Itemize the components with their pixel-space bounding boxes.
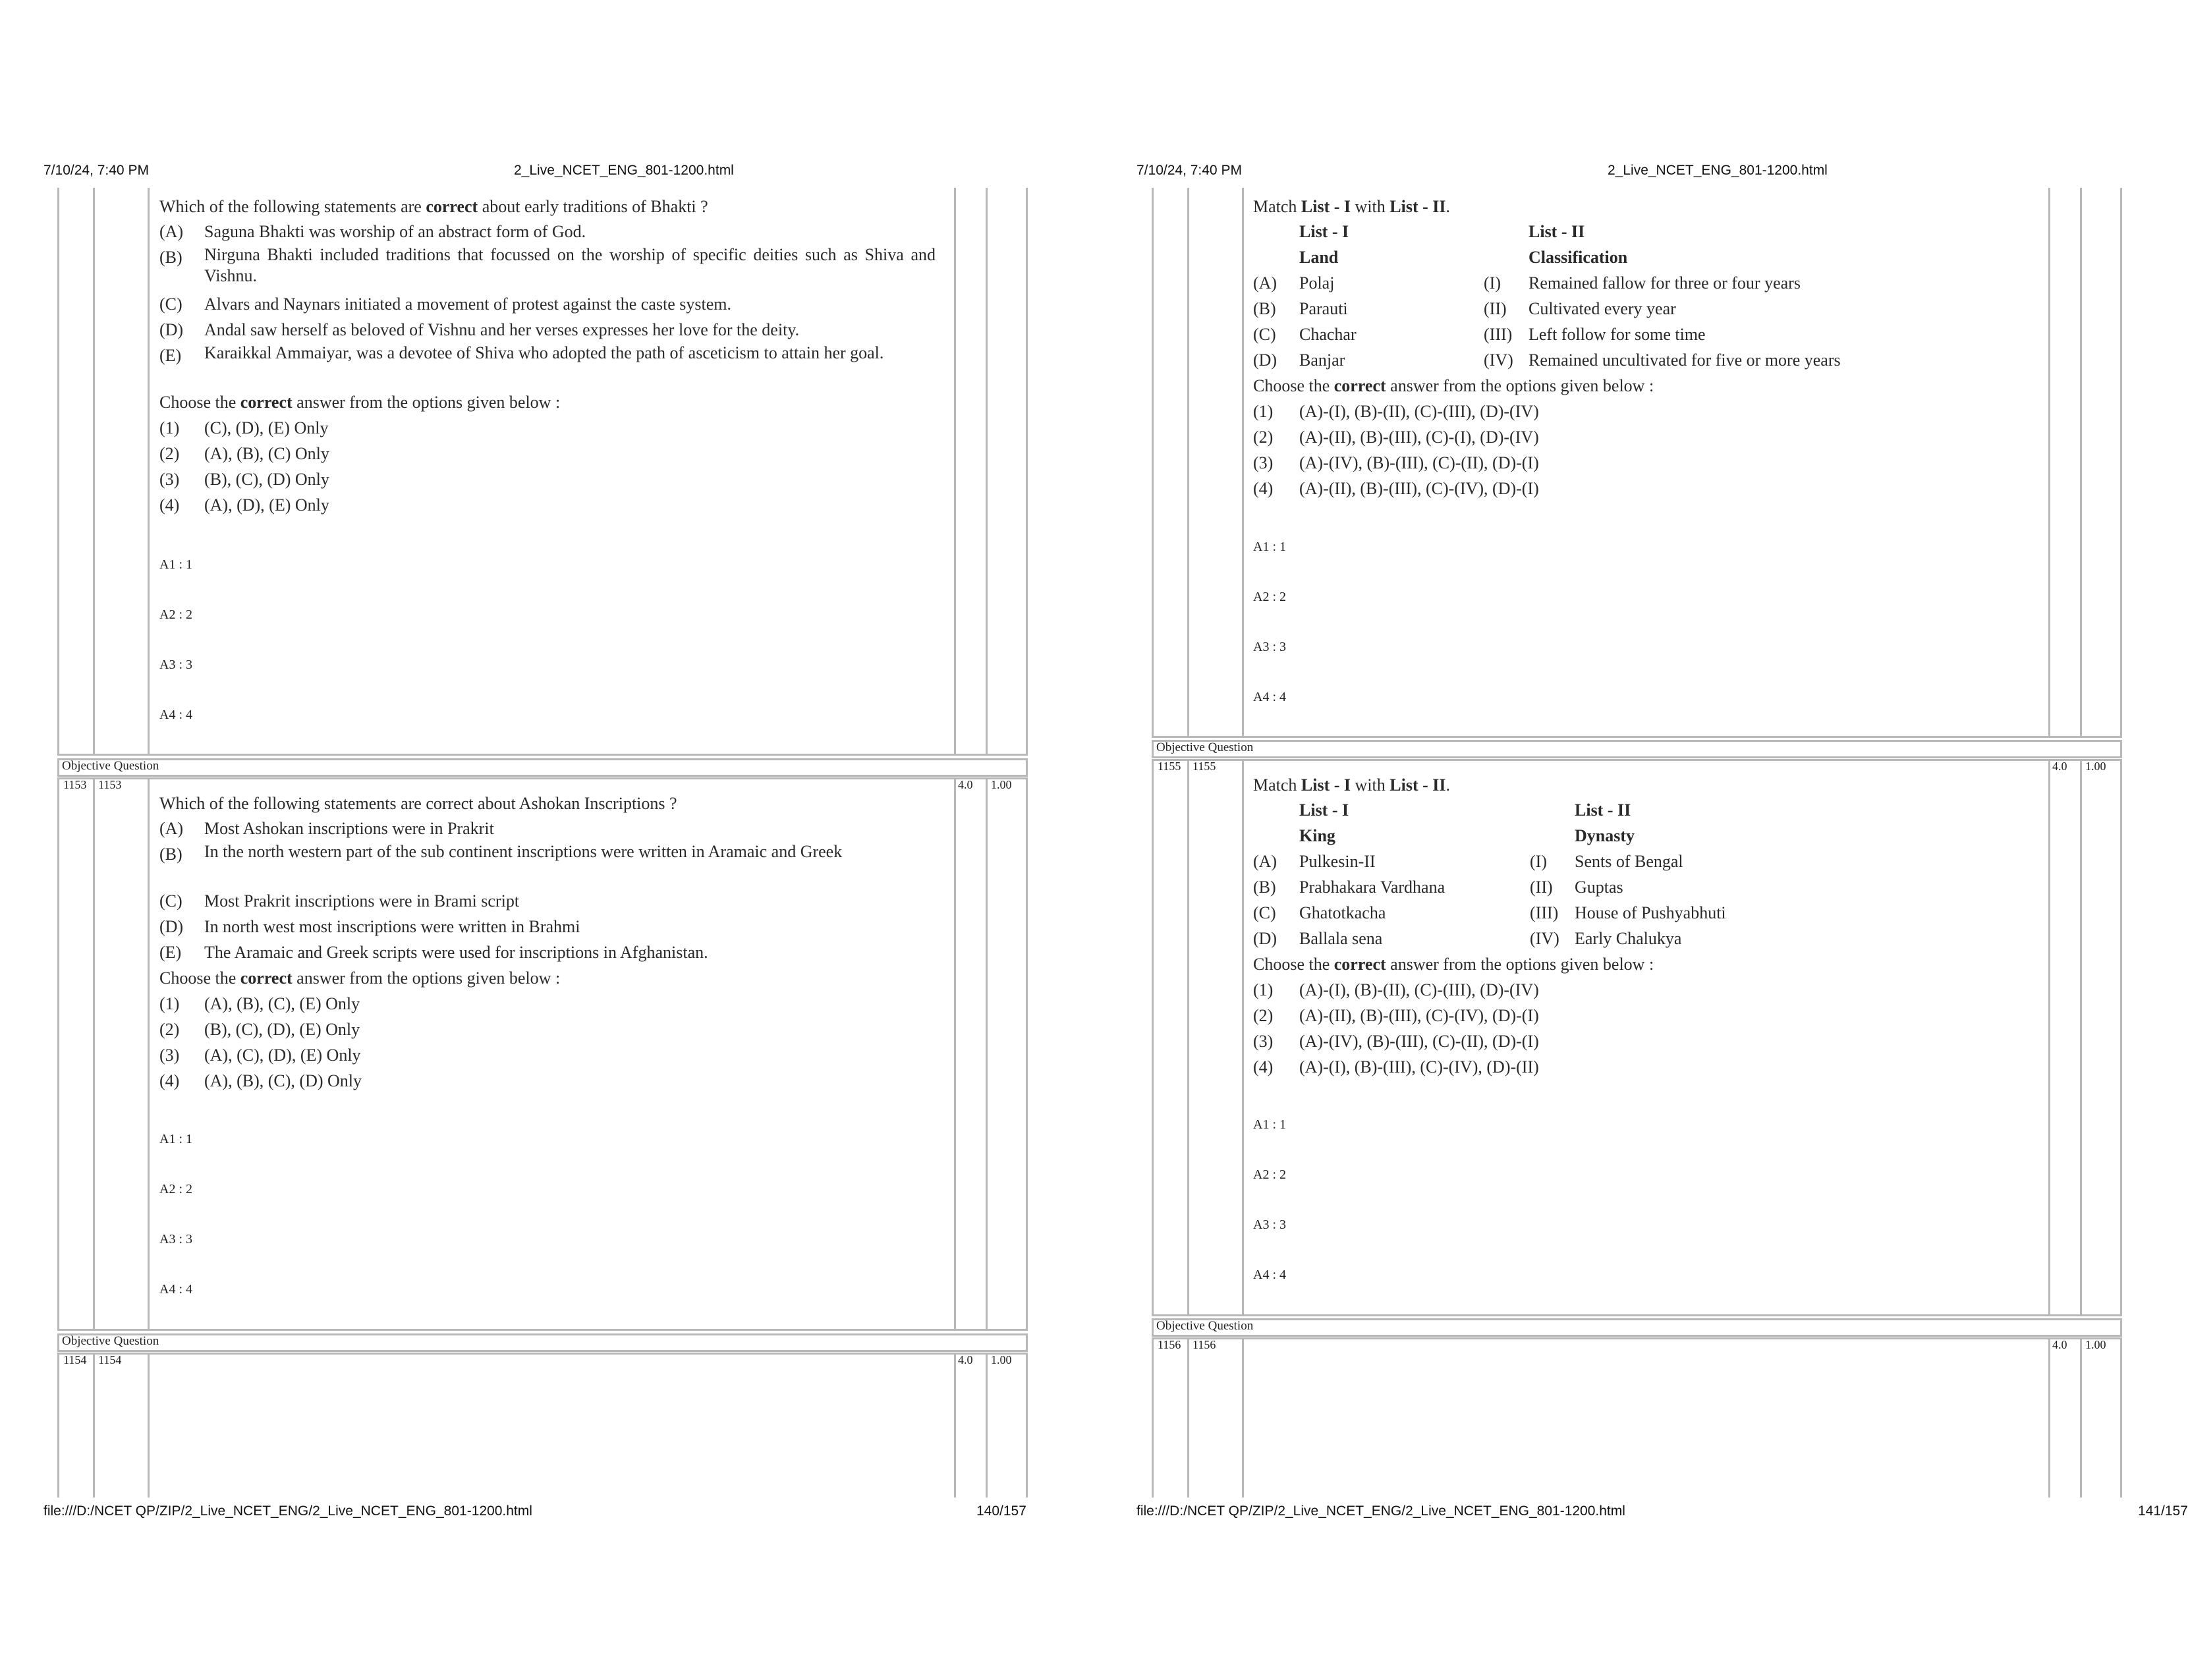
option-label: (1): [159, 418, 180, 437]
answer-key: A3 : 3: [159, 658, 192, 672]
table-border: [57, 754, 1028, 756]
row-label: (B): [1253, 878, 1276, 897]
row-label: (A): [1253, 852, 1277, 871]
table-border: [1152, 1335, 2122, 1337]
serial-number: 1154: [63, 1353, 87, 1366]
option-text: (B), (C), (D), (E) Only: [204, 1020, 360, 1039]
list-1-title: List - I: [1299, 800, 1349, 820]
option-text: (B), (C), (D) Only: [204, 470, 329, 489]
option-text: (A)-(I), (B)-(II), (C)-(III), (D)-(IV): [1299, 402, 1539, 421]
footer-page-number: 140/157: [976, 1503, 1026, 1519]
table-border: [57, 1333, 1028, 1335]
question-1155: [1253, 772, 2031, 1088]
statement-label: (B): [159, 845, 182, 864]
instruction-text: answer from the options given below :: [1386, 955, 1654, 974]
table-border: [1152, 1318, 1154, 1337]
instruction-text: Choose the: [1253, 955, 1334, 974]
table-border: [57, 1350, 1028, 1352]
question-1152: [159, 194, 937, 734]
statement-label: (D): [159, 320, 184, 339]
table-border: [2120, 1318, 2122, 1337]
section-label: Objective Question: [1156, 741, 1254, 754]
table-border: [986, 188, 988, 756]
question-stem: [159, 194, 708, 219]
option-label: (4): [159, 495, 180, 515]
header-date: 7/10/24, 7:40 PM: [1136, 163, 1242, 178]
row-label: (D): [1253, 929, 1277, 948]
answer-key: A3 : 3: [159, 1232, 192, 1246]
list-1-item: Prabhakara Vardhana: [1299, 878, 1445, 897]
table-border: [1026, 1333, 1028, 1352]
question-1153: [159, 791, 937, 1120]
answer-key: A1 : 1: [1253, 540, 1286, 554]
question-stem: Which of the following statements are correct about Ashokan Inscriptions ?: [159, 794, 677, 813]
list-1-title: List - I: [1299, 222, 1349, 241]
stem-emphasis: List - I: [1301, 775, 1351, 795]
statement-text: The Aramaic and Greek scripts were used for inscriptions in Afghanistan.: [204, 943, 708, 962]
negative-marks: 1.00: [2085, 760, 2106, 773]
table-border: [2048, 188, 2050, 738]
table-border: [2048, 759, 2050, 1316]
table-border: [954, 1353, 956, 1498]
stem-text: about early traditions of Bhakti ?: [478, 197, 708, 216]
list-2-item: Guptas: [1575, 878, 1623, 897]
section-label: Objective Question: [62, 759, 159, 773]
list-2-label: (IV): [1484, 350, 1513, 370]
list-2-title: List - II: [1575, 800, 1631, 820]
table-border: [2120, 740, 2122, 758]
statement-text: In the north western part of the sub continent inscriptions were written in Aramaic and Greek: [204, 842, 843, 861]
option-label: (4): [1253, 1057, 1274, 1077]
statement-label: (C): [159, 294, 182, 314]
header-filename: 2_Live_NCET_ENG_801-1200.html: [514, 163, 734, 178]
table-border: [1152, 759, 1154, 1316]
option-text: (A)-(IV), (B)-(III), (C)-(II), (D)-(I): [1299, 453, 1539, 472]
answer-key: A2 : 2: [159, 607, 192, 622]
list-1-item: Banjar: [1299, 350, 1345, 370]
instruction-text: Choose the: [159, 968, 240, 988]
footer-file-path: file:///D:/NCET QP/ZIP/2_Live_NCET_ENG/2_Live_NCET_ENG_801-1200.html: [1136, 1503, 1625, 1519]
instruction-emphasis: correct: [1333, 955, 1386, 974]
answer-key: A3 : 3: [1253, 1218, 1286, 1232]
table-border: [57, 1329, 1028, 1331]
instruction-text: answer from the options given below :: [292, 393, 561, 412]
list-1-item: Parauti: [1299, 299, 1348, 318]
option-text: (A), (B), (C) Only: [204, 444, 329, 463]
instruction-emphasis: correct: [1333, 376, 1386, 395]
table-border: [148, 188, 150, 756]
table-border: [1152, 188, 1154, 738]
answer-key: A2 : 2: [1253, 1167, 1286, 1182]
table-border: [1152, 736, 2122, 738]
header-filename: 2_Live_NCET_ENG_801-1200.html: [1608, 163, 1828, 178]
statement-label: (E): [159, 346, 182, 365]
answer-key: A2 : 2: [1253, 590, 1286, 604]
stem-text: .: [1445, 197, 1451, 216]
option-label: (3): [159, 470, 180, 489]
list-2-item: Sents of Bengal: [1575, 852, 1683, 871]
statement-text: Saguna Bhakti was worship of an abstract form of God.: [204, 222, 586, 241]
list-2-item: Remained fallow for three or four years: [1529, 273, 1801, 293]
stem-text: Which of the following statements are: [159, 197, 426, 216]
header-date: 7/10/24, 7:40 PM: [43, 163, 149, 178]
table-border: [2080, 1337, 2082, 1498]
footer-page-number: 141/157: [2138, 1503, 2188, 1519]
instruction-text: Choose the: [159, 393, 240, 412]
answer-key: A3 : 3: [1253, 640, 1286, 654]
table-border: [2120, 188, 2122, 738]
statement-label: (A): [159, 222, 184, 241]
table-border: [57, 1353, 1028, 1355]
statement-text: Most Prakrit inscriptions were in Brami script: [204, 891, 520, 910]
option-text: (A), (B), (C), (D) Only: [204, 1071, 362, 1090]
statement-text: Alvars and Naynars initiated a movement of protest against the caste system.: [204, 294, 731, 314]
negative-marks: 1.00: [991, 1353, 1012, 1366]
table-border: [1242, 759, 1244, 1316]
question-stem: [1253, 772, 1450, 798]
option-label: (1): [1253, 402, 1274, 421]
option-text: (A)-(IV), (B)-(III), (C)-(II), (D)-(I): [1299, 1032, 1539, 1051]
serial-number: 1156: [1158, 1338, 1181, 1351]
stem-emphasis: List - II: [1389, 197, 1446, 216]
answer-key: A4 : 4: [159, 1282, 192, 1297]
marks: 4.0: [958, 1353, 973, 1366]
list-1-item: Chachar: [1299, 325, 1357, 344]
list-1-heading: Land: [1299, 248, 1339, 267]
list-2-label: (I): [1484, 273, 1501, 293]
table-border: [986, 777, 988, 1331]
table-border: [93, 1353, 95, 1498]
table-border: [93, 777, 95, 1331]
list-2-item: Left follow for some time: [1529, 325, 1706, 344]
marks: 4.0: [2052, 760, 2067, 773]
list-1-item: Ballala sena: [1299, 929, 1383, 948]
stem-text: .: [1445, 775, 1451, 795]
list-1-item: Ghatotkacha: [1299, 903, 1386, 922]
list-2-item: Cultivated every year: [1529, 299, 1676, 318]
list-2-heading: Dynasty: [1575, 826, 1635, 845]
list-2-item: House of Pushyabhuti: [1575, 903, 1726, 922]
option-text: (A)-(II), (B)-(III), (C)-(IV), (D)-(I): [1299, 1006, 1539, 1025]
question-id: 1153: [98, 778, 122, 791]
statement-label: (E): [159, 943, 182, 962]
option-text: (A)-(II), (B)-(III), (C)-(I), (D)-(IV): [1299, 428, 1539, 447]
list-2-label: (II): [1484, 299, 1507, 318]
question-1154: [1253, 194, 2031, 510]
instruction-text: answer from the options given below :: [1386, 376, 1654, 395]
statement-label: (B): [159, 248, 182, 267]
option-text: (C), (D), (E) Only: [204, 418, 329, 437]
choose-instruction: [1253, 951, 1654, 977]
answer-key: A2 : 2: [159, 1182, 192, 1196]
answer-key: A1 : 1: [159, 1132, 192, 1146]
option-label: (2): [159, 444, 180, 463]
option-label: (4): [1253, 479, 1274, 498]
negative-marks: 1.00: [2085, 1338, 2106, 1351]
table-border: [1026, 758, 1028, 777]
table-border: [2120, 759, 2122, 1316]
page-right: [1087, 0, 2188, 1680]
table-border: [1187, 759, 1189, 1316]
stem-text: Match: [1253, 775, 1301, 795]
option-text: (A)-(I), (B)-(II), (C)-(III), (D)-(IV): [1299, 980, 1539, 999]
stem-emphasis: List - I: [1301, 197, 1351, 216]
serial-number: 1155: [1158, 760, 1181, 773]
negative-marks: 1.00: [991, 778, 1012, 791]
table-border: [2080, 188, 2082, 738]
question-stem: [1253, 194, 1450, 219]
table-border: [93, 188, 95, 756]
table-border: [954, 188, 956, 756]
list-2-item: Remained uncultivated for five or more years: [1529, 350, 1841, 370]
row-label: (D): [1253, 350, 1277, 370]
footer-file-path: file:///D:/NCET QP/ZIP/2_Live_NCET_ENG/2_Live_NCET_ENG_801-1200.html: [43, 1503, 532, 1519]
option-label: (1): [159, 994, 180, 1013]
answer-key: A1 : 1: [1253, 1117, 1286, 1132]
statement-text: Andal saw herself as beloved of Vishnu and her verses expresses her love for the deity.: [204, 320, 800, 339]
question-id: 1156: [1192, 1338, 1216, 1351]
answer-key: A4 : 4: [1253, 690, 1286, 704]
table-border: [1152, 756, 2122, 758]
instruction-emphasis: correct: [240, 968, 293, 988]
table-border: [2048, 1337, 2050, 1498]
table-border: [1152, 740, 1154, 758]
instruction-text: Choose the: [1253, 376, 1334, 395]
option-label: (3): [1253, 1032, 1274, 1051]
option-label: (3): [159, 1046, 180, 1065]
question-id: 1154: [98, 1353, 122, 1366]
choose-instruction: [1253, 373, 1654, 399]
table-border: [1152, 740, 2122, 742]
option-label: (4): [159, 1071, 180, 1090]
stem-text: Match: [1253, 197, 1301, 216]
table-border: [57, 1333, 59, 1352]
option-label: (3): [1253, 453, 1274, 472]
table-border: [1152, 1337, 1154, 1498]
table-border: [57, 758, 1028, 760]
statement-label: (A): [159, 819, 184, 838]
table-border: [57, 775, 1028, 777]
table-border: [57, 1353, 59, 1498]
statement-text: Most Ashokan inscriptions were in Prakrit: [204, 819, 494, 838]
list-2-label: (III): [1530, 903, 1559, 922]
row-label: (C): [1253, 903, 1276, 922]
table-border: [57, 777, 1028, 779]
question-id: 1155: [1192, 760, 1216, 773]
statement-label: (D): [159, 917, 184, 936]
table-border: [1242, 188, 1244, 738]
stem-emphasis: List - II: [1389, 775, 1446, 795]
instruction-emphasis: correct: [240, 393, 293, 412]
table-border: [1026, 188, 1028, 756]
instruction-text: answer from the options given below :: [292, 968, 561, 988]
serial-number: 1153: [63, 778, 87, 791]
stem-emphasis: correct: [426, 197, 478, 216]
list-2-label: (II): [1530, 878, 1553, 897]
option-text: (A), (D), (E) Only: [204, 495, 329, 515]
list-1-heading: King: [1299, 826, 1335, 845]
table-border: [954, 777, 956, 1331]
stem-text: with: [1351, 775, 1390, 795]
statement-label: (C): [159, 891, 182, 910]
table-border: [57, 188, 59, 756]
choose-instruction: [159, 389, 560, 415]
choose-instruction: [159, 965, 560, 991]
answer-key: A4 : 4: [159, 708, 192, 722]
row-label: (A): [1253, 273, 1277, 293]
table-border: [57, 777, 59, 1331]
option-text: (A), (B), (C), (E) Only: [204, 994, 360, 1013]
table-border: [148, 777, 150, 1331]
table-border: [1026, 777, 1028, 1331]
statement-text: In north west most inscriptions were written in Brahmi: [204, 917, 580, 936]
table-border: [1026, 1353, 1028, 1498]
list-2-item: Early Chalukya: [1575, 929, 1682, 948]
table-border: [1187, 188, 1189, 738]
section-label: Objective Question: [62, 1334, 159, 1348]
stem-text: with: [1351, 197, 1390, 216]
answer-key: A4 : 4: [1253, 1268, 1286, 1282]
page-left: [0, 0, 1087, 1680]
table-border: [1152, 1318, 2122, 1320]
statement-text: Karaikkal Ammaiyar, was a devotee of Shiva who adopted the path of asceticism to attain her goal.: [204, 343, 884, 362]
table-border: [1152, 759, 2122, 761]
answer-key: A1 : 1: [159, 557, 192, 572]
list-2-heading: Classification: [1529, 248, 1628, 267]
option-label: (2): [159, 1020, 180, 1039]
row-label: (C): [1253, 325, 1276, 344]
list-1-item: Pulkesin-II: [1299, 852, 1376, 871]
option-text: (A)-(I), (B)-(III), (C)-(IV), (D)-(II): [1299, 1057, 1539, 1077]
table-border: [2080, 759, 2082, 1316]
row-label: (B): [1253, 299, 1276, 318]
table-border: [986, 1353, 988, 1498]
table-border: [2120, 1337, 2122, 1498]
table-border: [1242, 1337, 1244, 1498]
table-border: [57, 758, 59, 777]
table-border: [1187, 1337, 1189, 1498]
option-text: (A), (C), (D), (E) Only: [204, 1046, 361, 1065]
marks: 4.0: [2052, 1338, 2067, 1351]
statement-text: Nirguna Bhakti included traditions that focussed on the worship of specific deities such as Shiva and Vishnu.: [204, 245, 936, 285]
table-border: [1152, 1337, 2122, 1339]
list-1-item: Polaj: [1299, 273, 1335, 293]
option-label: (2): [1253, 428, 1274, 447]
list-2-label: (III): [1484, 325, 1513, 344]
table-border: [148, 1353, 150, 1498]
option-text: (A)-(II), (B)-(III), (C)-(IV), (D)-(I): [1299, 479, 1539, 498]
option-label: (1): [1253, 980, 1274, 999]
option-label: (2): [1253, 1006, 1274, 1025]
list-2-label: (I): [1530, 852, 1547, 871]
table-border: [1152, 1314, 2122, 1316]
list-2-title: List - II: [1529, 222, 1585, 241]
section-label: Objective Question: [1156, 1319, 1254, 1333]
list-2-label: (IV): [1530, 929, 1559, 948]
marks: 4.0: [958, 778, 973, 791]
